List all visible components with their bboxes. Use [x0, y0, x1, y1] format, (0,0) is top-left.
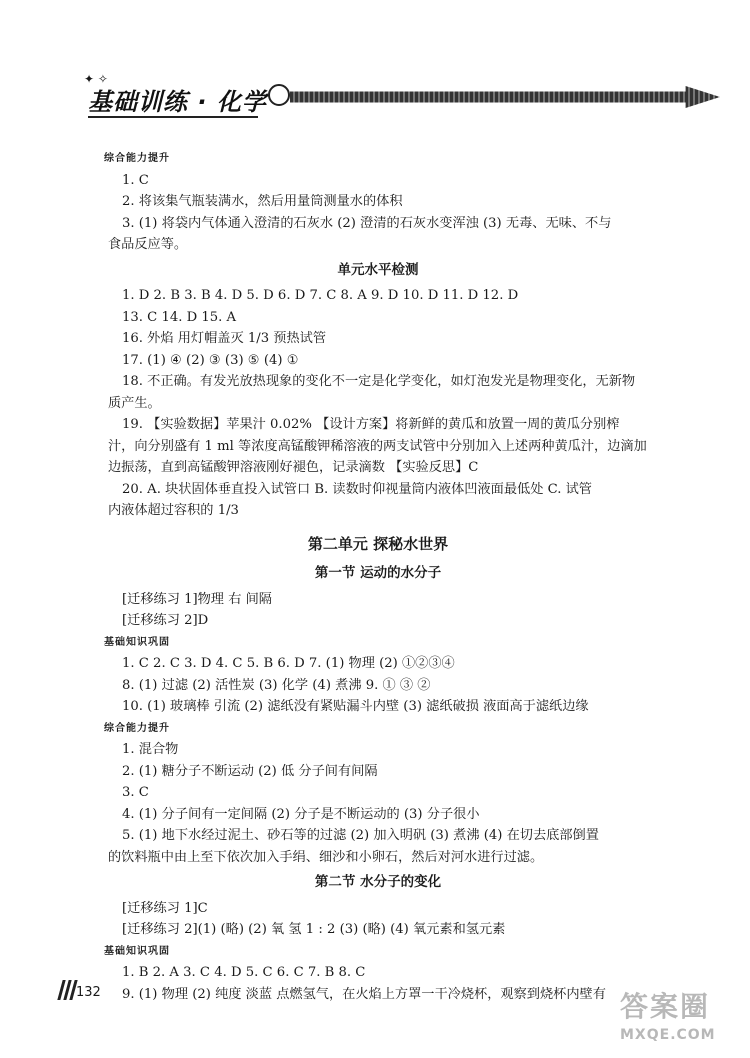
section-heading: 第二节 水分子的变化	[314, 874, 442, 890]
answer-line: 17. (1) ④ (2) ③ (3) ⑤ (4) ①	[122, 352, 299, 368]
subsection-label: 综合能力提升	[104, 153, 170, 164]
sparkle-icon: ✦ ✧	[84, 72, 108, 86]
answer-line: 1. D 2. B 3. B 4. D 5. D 6. D 7. C 8. A 9. D 10. D 11. D 12. D	[122, 288, 519, 303]
answer-line: [迁移练习 2](1) (略) (2) 氧 氢 1 : 2 (3) (略) (4) 氧元素和氢元素	[122, 922, 506, 937]
answer-line: 20. A. 块状固体垂直投入试管口 B. 读数时仰视量筒内液体凹液面最低处 C. 试管	[122, 481, 592, 497]
page-number: 132	[76, 985, 101, 1000]
unit-heading: 第二单元 探秘水世界	[307, 534, 449, 553]
answer-line-continuation: 的饮料瓶中由上至下依次加入手绢、细沙和小卵石，然后对河水进行过滤。	[108, 849, 544, 865]
answer-line: 4. (1) 分子间有一定间隔 (2) 分子是不断运动的 (3) 分子很小	[122, 806, 480, 822]
answer-line-continuation: 食品反应等。	[108, 237, 188, 252]
answer-line: 10. (1) 玻璃棒 引流 (2) 滤纸没有紧贴漏斗内壁 (3) 滤纸破损 液面高于滤纸边缘	[122, 699, 589, 714]
answer-line: 2. (1) 糖分子不断运动 (2) 低 分子间有间隔	[122, 763, 378, 779]
answer-line-continuation: 边振荡，直到高锰酸钾溶液刚好褪色，记录滴数 【实验反思】C	[108, 460, 479, 475]
brand-underline	[88, 116, 258, 118]
answer-line: 9. (1) 物理 (2) 纯度 淡蓝 点燃氢气，在火焰上方罩一干冷烧杯，观察到烧杯内壁有	[122, 986, 606, 1002]
subsection-label: 综合能力提升	[104, 722, 170, 734]
arrow-banner-icon	[290, 86, 720, 108]
answer-line: 13. C 14. D 15. A	[122, 309, 237, 325]
answer-line: 1. C	[122, 172, 149, 188]
answer-line: 8. (1) 过滤 (2) 活性炭 (3) 化学 (4) 煮沸 9. ① ③ ②	[122, 677, 431, 693]
answer-line: [迁移练习 1]物理 右 间隔	[122, 591, 272, 607]
answer-line: 3. (1) 将袋内气体通入澄清的石灰水 (2) 澄清的石灰水变浑浊 (3) 无毒、无味、不与	[122, 215, 612, 231]
answer-line: 5. (1) 地下水经过泥土、砂石等的过滤 (2) 加入明矾 (3) 煮沸 (4) 在切去底部倒置	[122, 828, 599, 843]
answer-line-continuation: 质产生。	[108, 395, 161, 411]
answer-line: 1. B 2. A 3. C 4. D 5. C 6. C 7. B 8. C	[122, 965, 366, 980]
answer-line: 1. 混合物	[122, 742, 179, 757]
circle-icon	[268, 84, 290, 106]
watermark-text-top: 答案圈	[620, 990, 711, 1023]
watermark-text-bottom: MXQE.COM	[620, 1027, 716, 1043]
page-header	[84, 72, 728, 128]
section-heading: 第一节 运动的水分子	[314, 565, 442, 581]
answer-line: 3. C	[122, 785, 149, 800]
answer-line: 18. 不正确。有发光放热现象的变化不一定是化学变化，如灯泡发光是物理变化，无新物	[122, 374, 636, 389]
answer-line: 1. C 2. C 3. D 4. C 5. B 6. D 7. (1) 物理 (2) ①②③④	[122, 656, 455, 671]
watermark-logo	[620, 985, 740, 1055]
answer-line: [迁移练习 1]C	[122, 900, 208, 916]
book-brand-title: 基础训练 · 化学	[88, 88, 267, 116]
answer-line-continuation: 内液体超过容积的 1/3	[108, 503, 239, 518]
subsection-label: 基础知识巩固	[104, 636, 170, 648]
answer-line: [迁移练习 2]D	[122, 613, 209, 628]
answer-line: 2. 将该集气瓶装满水，然后用量筒测量水的体积	[122, 194, 403, 209]
answer-content	[104, 148, 648, 1005]
answer-line: 19. 【实验数据】苹果汁 0.02% 【设计方案】将新鲜的黄瓜和放置一周的黄瓜分别榨	[122, 417, 620, 432]
section-heading: 单元水平检测	[337, 261, 419, 278]
answer-line: 16. 外焰 用灯帽盖灭 1/3 预热试管	[122, 331, 327, 346]
subsection-label: 基础知识巩固	[104, 945, 170, 957]
answer-line-continuation: 汁，向分别盛有 1 ml 等浓度高锰酸钾稀溶液的两支试管中分别加入上述两种黄瓜汁，边滴加	[108, 438, 647, 454]
